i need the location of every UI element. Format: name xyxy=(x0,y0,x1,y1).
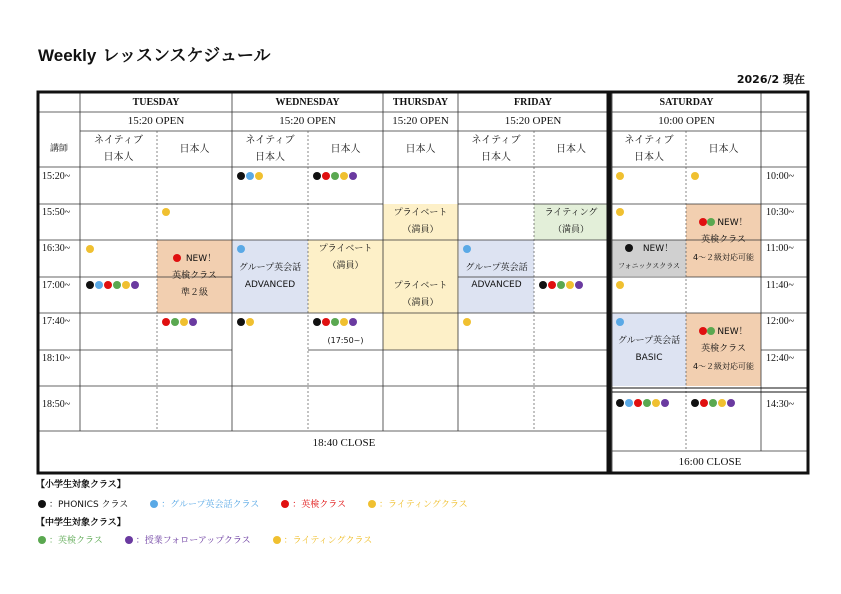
green-dot-icon xyxy=(557,281,565,289)
red-dot-icon xyxy=(322,172,330,180)
time-label-saturday: 11:00~ xyxy=(766,243,794,254)
legend-item xyxy=(125,533,251,546)
class-dots xyxy=(313,318,357,326)
yellow-dot-icon xyxy=(463,318,471,326)
legend-label: ：PHONICS クラス xyxy=(49,500,129,510)
black-dot-icon xyxy=(313,172,321,180)
green-dot-icon xyxy=(331,172,339,180)
class-cell-wed-note: (17:50~) xyxy=(327,335,364,345)
class-cell-sat-phonics: NEW！ フォニックスクラス xyxy=(617,244,681,270)
black-dot-icon xyxy=(625,244,633,252)
class-dots xyxy=(616,399,669,407)
green-dot-icon xyxy=(331,318,339,326)
blue-dot-icon xyxy=(246,172,254,180)
green-dot-icon xyxy=(707,218,715,226)
yellow-dot-icon xyxy=(718,399,726,407)
class-cell-sat-eiken-1: NEW！ 英検クラス 4～２級対応可能 xyxy=(692,218,755,262)
teacher-japanese-friday: 日本人 xyxy=(556,143,586,155)
class-cell-fri-writing: ライティング （満員） xyxy=(544,208,598,235)
class-cell-thu-private-1: プライベート （満員） xyxy=(393,208,448,235)
red-dot-icon xyxy=(281,500,289,508)
green-dot-icon xyxy=(707,327,715,335)
class-dots xyxy=(313,172,357,180)
black-dot-icon xyxy=(691,399,699,407)
teacher-label: 講師 xyxy=(49,143,68,154)
purple-dot-icon xyxy=(189,318,197,326)
class-cell-thu-private-2: プライベート （満員） xyxy=(393,281,448,308)
time-label-saturday: 12:40~ xyxy=(766,353,795,364)
black-dot-icon xyxy=(539,281,547,289)
class-cell-fri-group: グループ英会話 ADVANCED xyxy=(465,263,528,290)
day-header-wednesday: WEDNESDAY xyxy=(275,96,340,108)
time-label: 16:30~ xyxy=(42,243,71,254)
time-label-saturday: 14:30~ xyxy=(766,399,795,410)
day-header-tuesday: TUESDAY xyxy=(132,96,180,108)
open-time-wednesday: 15:20 OPEN xyxy=(279,115,336,127)
black-dot-icon xyxy=(313,318,321,326)
red-dot-icon xyxy=(548,281,556,289)
red-dot-icon xyxy=(699,218,707,226)
yellow-dot-icon xyxy=(246,318,254,326)
legend-item xyxy=(281,497,346,510)
green-dot-icon xyxy=(709,399,717,407)
day-header-friday: FRIDAY xyxy=(514,96,552,108)
yellow-dot-icon xyxy=(566,281,574,289)
purple-dot-icon xyxy=(125,536,133,544)
page-title: Weekly レッスンスケジュール xyxy=(38,46,271,66)
class-dots xyxy=(616,281,624,289)
time-label: 17:00~ xyxy=(42,280,71,291)
new-badge: NEW！ xyxy=(173,251,216,268)
purple-dot-icon xyxy=(575,281,583,289)
teacher-japanese-saturday: 日本人 xyxy=(708,143,739,155)
close-time-saturday: 16:00 CLOSE xyxy=(678,455,742,468)
red-dot-icon xyxy=(104,281,112,289)
legend-label: ：グループ英会話クラス xyxy=(161,500,260,510)
legend-junior-high xyxy=(38,533,394,546)
time-label: 15:20~ xyxy=(42,171,71,182)
purple-dot-icon xyxy=(131,281,139,289)
legend-item xyxy=(150,497,259,510)
open-time-tuesday: 15:20 OPEN xyxy=(127,115,185,127)
time-label: 15:50~ xyxy=(42,207,71,218)
time-label-saturday: 12:00~ xyxy=(766,316,795,327)
class-cell-tue-eiken: NEW！ 英検クラス 準２級 xyxy=(157,240,232,313)
time-label: 18:50~ xyxy=(42,399,71,410)
class-dots xyxy=(616,208,624,216)
yellow-dot-icon xyxy=(86,245,94,253)
green-dot-icon xyxy=(113,281,121,289)
purple-dot-icon xyxy=(349,318,357,326)
blue-dot-icon xyxy=(95,281,103,289)
yellow-dot-icon xyxy=(340,172,348,180)
class-dots xyxy=(691,172,699,180)
yellow-dot-icon xyxy=(368,500,376,508)
class-cell-sat-group: グループ英会話 BASIC xyxy=(617,336,681,363)
teacher-native-wednesday: ネイティブ 日本人 xyxy=(245,135,295,163)
time-label-saturday: 10:00~ xyxy=(766,171,795,182)
class-dots xyxy=(237,318,254,326)
yellow-dot-icon xyxy=(180,318,188,326)
blue-dot-icon xyxy=(625,399,633,407)
class-dots xyxy=(237,172,263,180)
legend-label: ：授業フォローアップクラス xyxy=(135,536,251,546)
red-dot-icon xyxy=(173,254,181,262)
teacher-native-friday: ネイティブ 日本人 xyxy=(471,135,521,163)
black-dot-icon xyxy=(38,500,46,508)
class-cell-sat-eiken-2: NEW！ 英検クラス 4～２級対応可能 xyxy=(692,327,755,371)
black-dot-icon xyxy=(237,318,245,326)
legend-heading-junior-high: 【中学生対象クラス】 xyxy=(36,518,126,528)
teacher-native-tuesday: ネイティブ 日本人 xyxy=(94,135,143,163)
yellow-dot-icon xyxy=(162,208,170,216)
legend-item xyxy=(273,533,373,546)
red-dot-icon xyxy=(634,399,642,407)
yellow-dot-icon xyxy=(273,536,281,544)
class-dots xyxy=(616,172,624,180)
yellow-dot-icon xyxy=(616,172,624,180)
legend-item xyxy=(38,497,128,510)
legend-elementary xyxy=(38,497,490,510)
time-label-saturday: 11:40~ xyxy=(766,280,794,291)
class-dots xyxy=(691,399,735,407)
legend-label: ：英検クラス xyxy=(292,500,347,510)
yellow-dot-icon xyxy=(255,172,263,180)
legend-heading-elementary: 【小学生対象クラス】 xyxy=(36,480,126,490)
time-label: 18:10~ xyxy=(42,353,71,364)
yellow-dot-icon xyxy=(616,281,624,289)
class-dots xyxy=(539,281,583,289)
open-time-friday: 15:20 OPEN xyxy=(504,115,562,127)
teacher-native-saturday: ネイティブ 日本人 xyxy=(624,135,674,163)
legend-item xyxy=(38,533,103,546)
black-dot-icon xyxy=(237,172,245,180)
open-time-saturday: 10:00 OPEN xyxy=(658,115,715,127)
black-dot-icon xyxy=(616,399,624,407)
yellow-dot-icon xyxy=(616,208,624,216)
purple-dot-icon xyxy=(727,399,735,407)
red-dot-icon xyxy=(700,399,708,407)
class-dots xyxy=(463,318,471,326)
purple-dot-icon xyxy=(661,399,669,407)
teacher-japanese-wednesday: 日本人 xyxy=(330,143,361,155)
black-dot-icon xyxy=(86,281,94,289)
red-dot-icon xyxy=(699,327,707,335)
yellow-dot-icon xyxy=(652,399,660,407)
legend-item xyxy=(368,497,468,510)
teacher-japanese-thursday: 日本人 xyxy=(405,143,436,155)
time-label-saturday: 10:30~ xyxy=(766,207,795,218)
blue-dot-icon xyxy=(150,500,158,508)
class-dots xyxy=(86,281,139,289)
class-dots xyxy=(162,318,197,326)
class-dots xyxy=(86,245,94,253)
yellow-dot-icon xyxy=(691,172,699,180)
legend-label: ：英検クラス xyxy=(49,536,103,546)
legend-label: ：ライティングクラス xyxy=(283,536,373,546)
day-header-thursday: THURSDAY xyxy=(392,96,449,108)
green-dot-icon xyxy=(643,399,651,407)
red-dot-icon xyxy=(162,318,170,326)
class-cell-wed-group: グループ英会話 ADVANCED xyxy=(238,263,302,290)
red-dot-icon xyxy=(322,318,330,326)
as-of-date: 2026/2 現在 xyxy=(736,73,805,86)
class-dots xyxy=(162,208,170,216)
close-time-weekday: 18:40 CLOSE xyxy=(312,436,376,449)
yellow-dot-icon xyxy=(340,318,348,326)
green-dot-icon xyxy=(38,536,46,544)
class-cell-wed-private: プライベート （満員） xyxy=(318,244,373,271)
purple-dot-icon xyxy=(349,172,357,180)
time-label: 17:40~ xyxy=(42,316,71,327)
open-time-thursday: 15:20 OPEN xyxy=(392,115,449,127)
yellow-dot-icon xyxy=(122,281,130,289)
day-header-saturday: SATURDAY xyxy=(659,96,714,108)
green-dot-icon xyxy=(171,318,179,326)
teacher-japanese-tuesday: 日本人 xyxy=(179,143,210,155)
legend-label: ：ライティングクラス xyxy=(379,500,468,510)
